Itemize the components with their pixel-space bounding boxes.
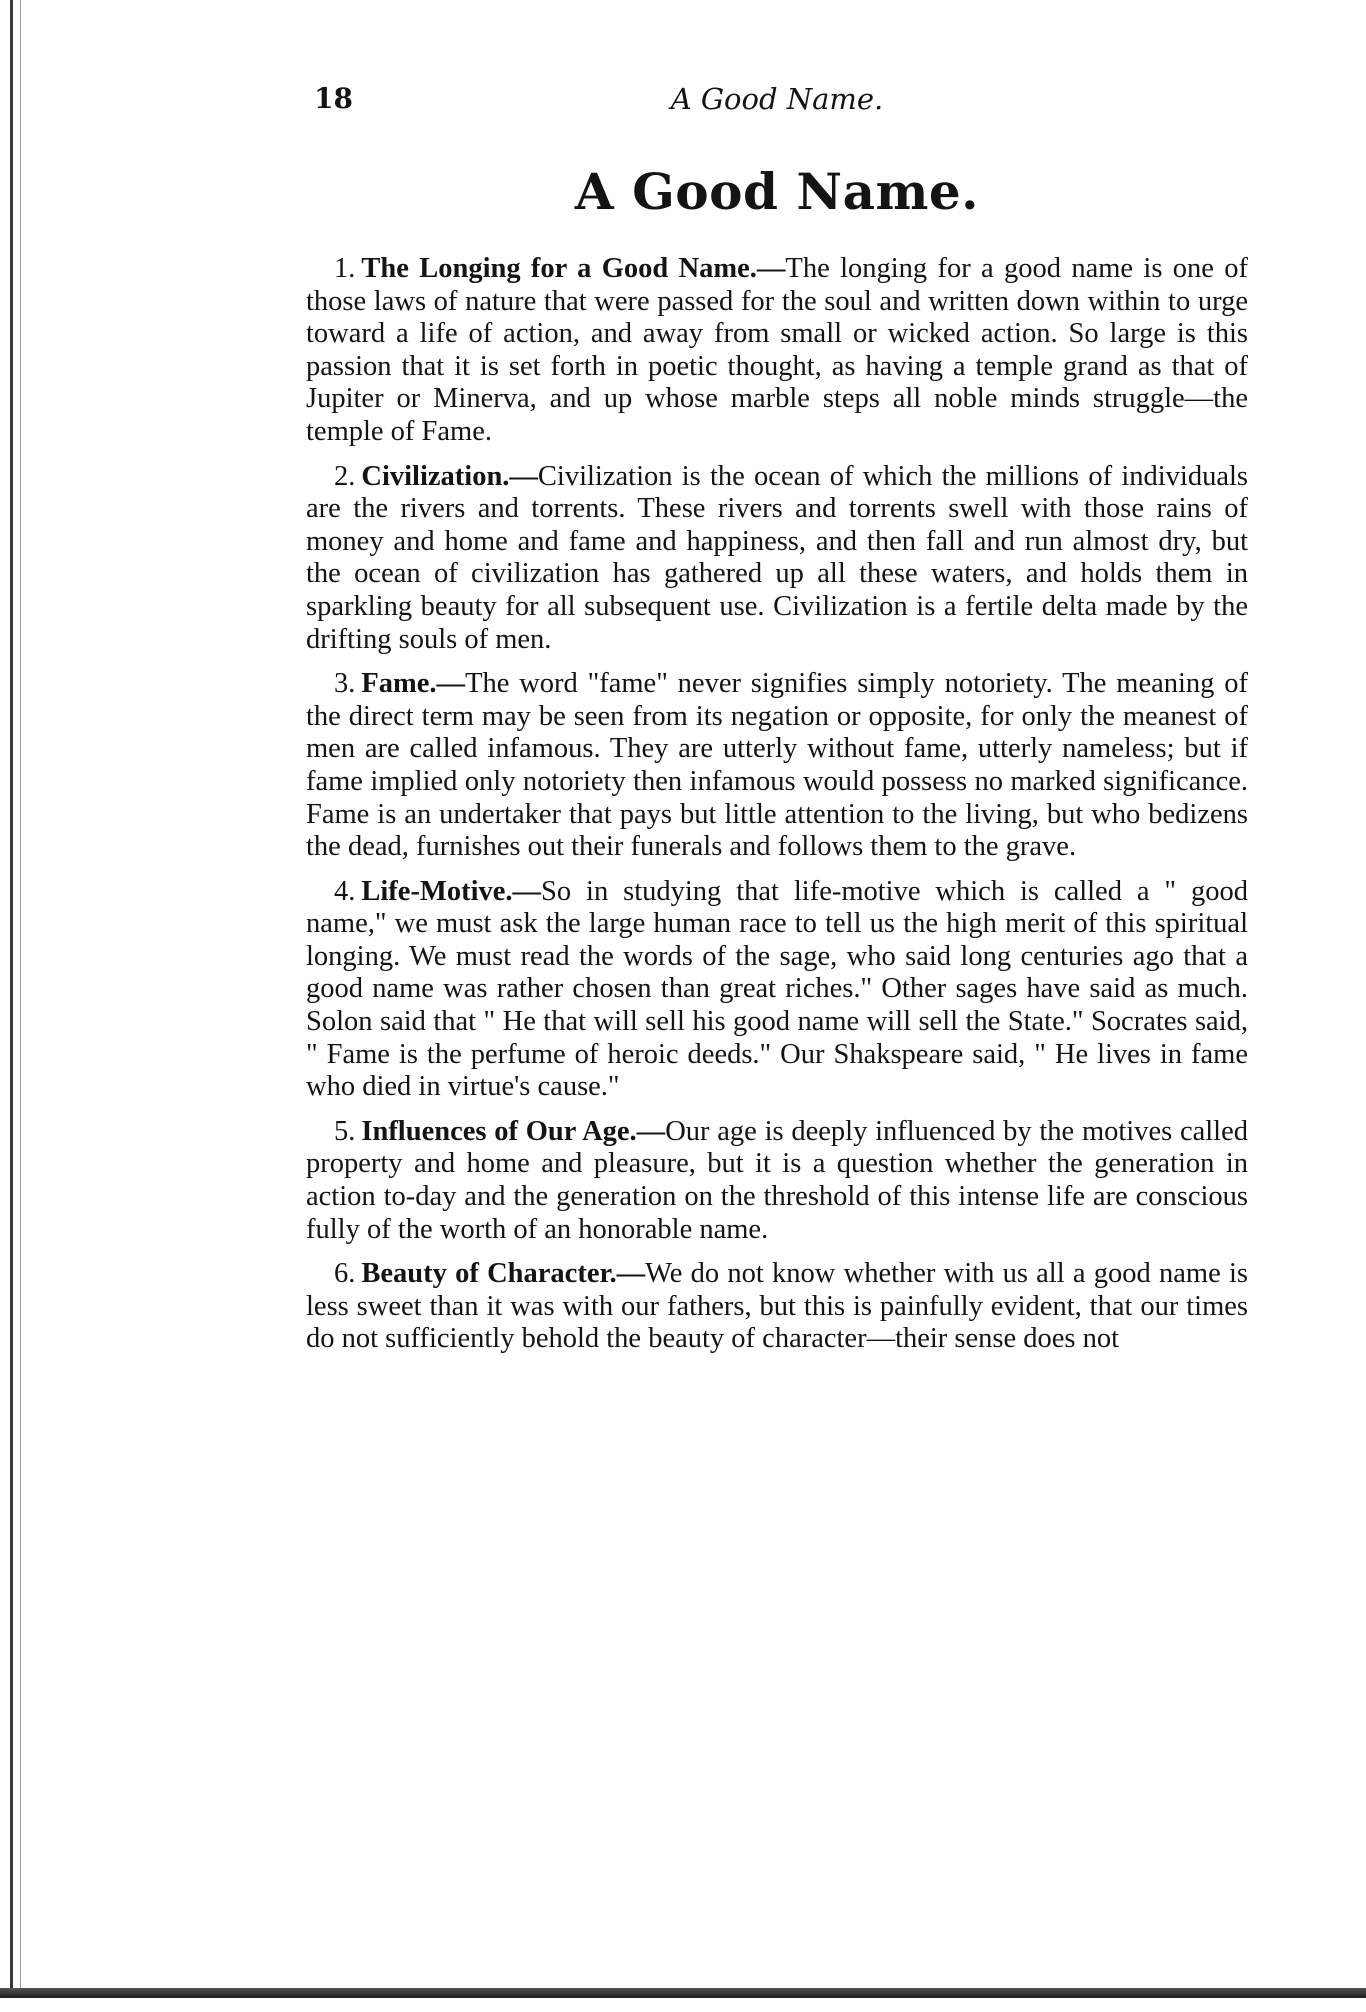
- paragraph-text: We do not know whether with us all a good name is less sweet than it was with our fathers, but this is painfully evident, that our times do not sufficiently behold the beauty of character—their sense does not: [306, 1258, 1248, 1355]
- paragraph-life-motive: [306, 876, 1248, 1104]
- paragraph-heading: Beauty of Character.—: [361, 1258, 646, 1290]
- paragraph-text: The longing for a good name is one of those laws of nature that were passed for the soul and written down within to urge toward a life of action, and away from small or wicked action. So large is this passion that it is set forth in poetic thought, as having a temple grand as that of Jupiter or Minerva, and up whose marble steps all noble minds struggle—the temple of Fame.: [306, 253, 1248, 447]
- page-binding-shadow: [20, 0, 21, 1990]
- paragraph-beauty-of-character: [306, 1258, 1248, 1356]
- paragraph-heading: Influences of Our Age.—: [361, 1115, 666, 1147]
- paragraph-heading: Fame.—: [361, 668, 466, 700]
- book-page: [306, 82, 1248, 1368]
- paragraph-fame: [306, 668, 1248, 864]
- paragraph-text: Our age is deeply influenced by the motives called property and home and pleasure, but it is a question whether the generation in action to-day and the generation on the threshold of this intense life are conscious fully of the worth of an honorable name.: [306, 1115, 1248, 1245]
- running-head: [306, 82, 1248, 134]
- page-number: 18: [314, 82, 353, 115]
- paragraph-text: The word "fame" never signifies simply notoriety. The meaning of the direct term may be seen from its negation or opposite, for only the meanest of men are called infamous. They are utterly without fame, utterly nameless; but if fame implied only notoriety then infamous would possess no marked significance. Fame is an undertaker that pays but little attention to the living, but who bedizens the dead, furnishes out their funerals and follows them to the grave.: [306, 668, 1248, 863]
- paragraph-number: 5.: [334, 1115, 356, 1147]
- paragraph-number: 1.: [334, 253, 356, 284]
- paragraph-number: 4.: [334, 875, 356, 907]
- paragraph-longing-for-good-name: [306, 253, 1248, 449]
- running-title: A Good Name.: [670, 82, 884, 116]
- paragraph-text: So in studying that life-motive which is called a " good name," we must ask the large human race to tell us the high merit of this spiritual longing. We must read the words of the sage, who said long centuries ago that a good name was rather chosen than great riches." Other sages have said as much. Solon said that " He that will sell his good name will sell the State." Socrates said, " Fame is the perfume of heroic deeds." Our Shakspeare said, " He lives in fame who died in virtue's cause.": [306, 875, 1248, 1103]
- paragraph-influences-of-our-age: [306, 1116, 1248, 1246]
- paragraph-number: 3.: [334, 668, 356, 700]
- page-binding-edge: [10, 0, 13, 1990]
- paragraph-civilization: [306, 461, 1248, 657]
- paragraph-heading: The Longing for a Good Name.—: [361, 253, 786, 284]
- chapter-title: A Good Name.: [574, 162, 980, 221]
- page-bottom-edge: [0, 1988, 1366, 1998]
- paragraph-heading: Civilization.—: [361, 460, 538, 492]
- paragraph-number: 6.: [334, 1258, 356, 1290]
- paragraph-number: 2.: [334, 460, 356, 492]
- paragraph-text: Civilization is the ocean of which the millions of individuals are the rivers and torrents. These rivers and torrents swell with those rains of money and home and fame and happiness, and then fall and run almost dry, but the ocean of civilization has gathered up all these waters, and holds them in sparkling beauty for all subsequent use. Civilization is a fertile delta made by the drifting souls of men.: [306, 460, 1248, 655]
- paragraph-heading: Life-Motive.—: [361, 875, 542, 907]
